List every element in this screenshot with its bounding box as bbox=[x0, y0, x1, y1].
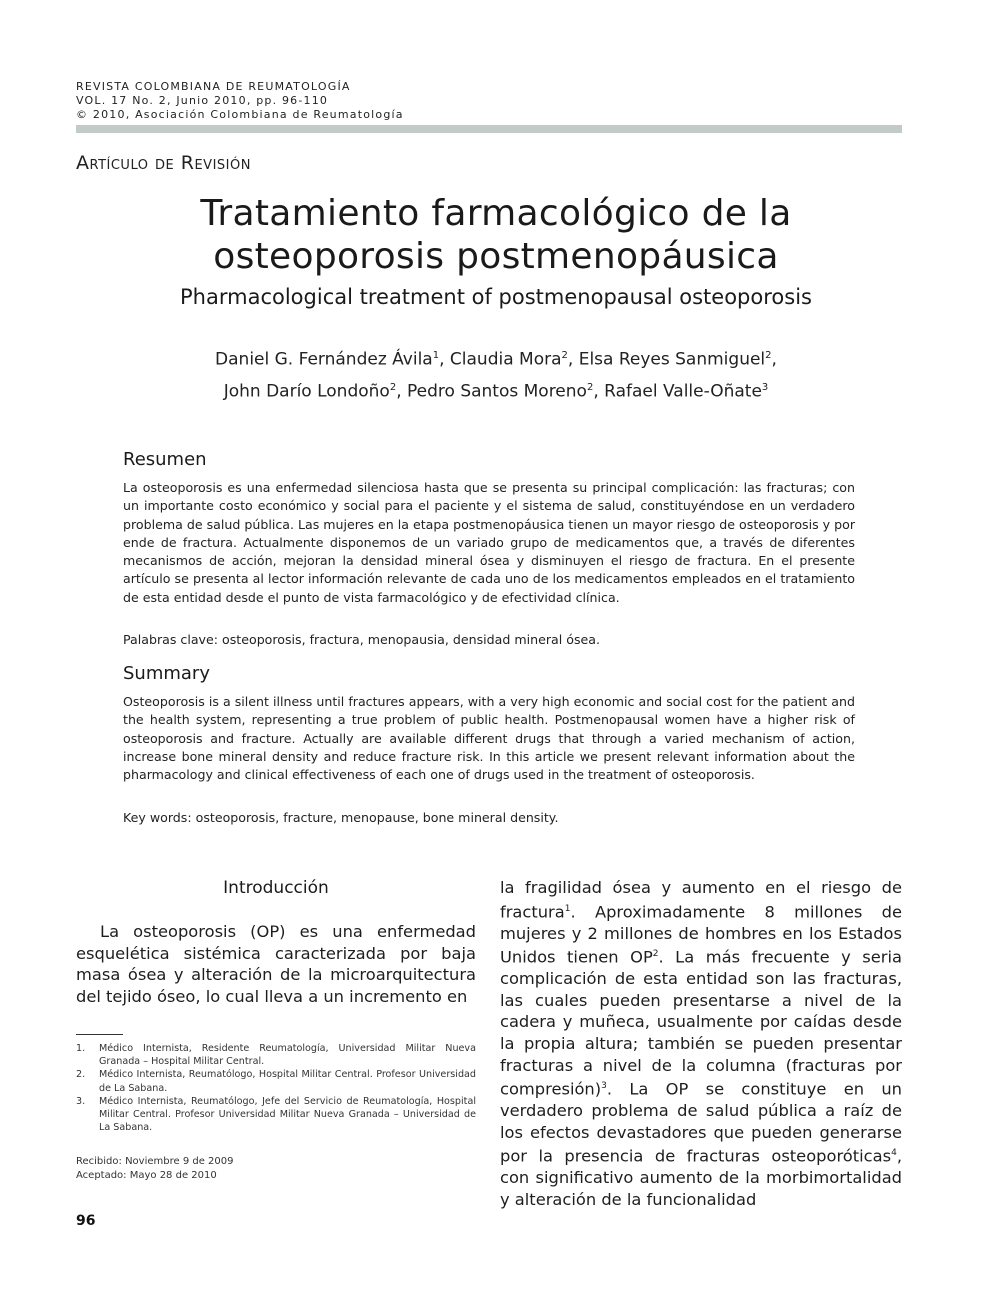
article-title bbox=[0, 192, 992, 278]
author-affiliation: 2 bbox=[389, 381, 397, 393]
intro-right-column bbox=[500, 877, 902, 1211]
journal-volume: VOL. 17 No. 2, Junio 2010, pp. 96-110 bbox=[76, 94, 329, 107]
article-dates bbox=[76, 1155, 234, 1183]
footnote-text: Médico Internista, Residente Reumatología, Universidad Militar Nueva Granada – Hospital Militar Central. bbox=[99, 1043, 476, 1068]
journal-copyright: © 2010, Asociación Colombiana de Reumatología bbox=[76, 108, 404, 121]
journal-name: REVISTA COLOMBIANA DE REUMATOLOGÍA bbox=[76, 80, 351, 93]
header-rule bbox=[76, 125, 902, 133]
title-line-2: osteoporosis postmenopáusica bbox=[213, 236, 779, 277]
citation: 3 bbox=[601, 1081, 607, 1092]
footnotes bbox=[76, 1042, 476, 1134]
keywords-label: Key words: bbox=[123, 810, 192, 825]
author-affiliation: 3 bbox=[761, 381, 769, 393]
footnote-item bbox=[76, 1042, 476, 1068]
page-number: 96 bbox=[76, 1213, 96, 1229]
author-name: Daniel G. Fernández Ávila bbox=[215, 349, 433, 370]
author-list bbox=[0, 342, 992, 405]
title-line-1: Tratamiento farmacológico de la bbox=[200, 193, 792, 234]
author-affiliation: 1 bbox=[432, 350, 440, 361]
author-affiliation: 2 bbox=[586, 381, 594, 393]
summary-text: Osteoporosis is a silent illness until fractures appears, with a very high economic and social cost for the patient and the health system, representing a true problem of public health. Postmenopausal women have a higher risk of osteoporosis and fracture. Actually are available different drugs that through a varied mechanism of action, increase bone mineral density and reduce fracture risk. In this article we present relevant information about the pharmacology and clinical effectiveness of each one of drugs used in the treatment of osteoporosis. bbox=[123, 694, 855, 783]
resumen-keywords bbox=[123, 632, 600, 647]
author-name: John Darío Londoño bbox=[223, 381, 390, 402]
author-line-1: Daniel G. Fernández Ávila$^1$, Claudia Mora$^2$, Elsa Reyes Sanmiguel$^2$, bbox=[215, 349, 777, 370]
author-name: Elsa Reyes Sanmiguel bbox=[578, 349, 766, 370]
keywords-value: osteoporosis, fractura, menopausia, densidad mineral ósea. bbox=[222, 632, 600, 647]
author-affiliation: 2 bbox=[765, 350, 772, 361]
resumen-heading: Resumen bbox=[123, 449, 207, 470]
intro-continuation: la fragilidad ósea y aumento en el riesgo de fractura$^1$. Aproximadamente 8 millones de mujeres y 2 millones de hombres en los Estados Unidos tienen $OP^2$. La más frecuente y seria complicación de esta entidad son las fracturas, las cuales pueden presentarse a nivel de la cadera y muñeca, usualmente por caídas desde la propia altura; también se pueden presentar fracturas a nivel de la columna (fracturas por compresión)$^3$. La OP se constituye en un verdadero problema de salud pública a raíz de los efectos devastadores que pueden generarse por la presencia de fracturas osteoporóticas$^4$, con significativo aumento de la morbimortalidad y alteración de la funcionalidad bbox=[500, 878, 902, 1209]
keywords-value: osteoporosis, fracture, menopause, bone mineral density. bbox=[195, 810, 559, 825]
citation: 2 bbox=[652, 949, 659, 960]
article-subtitle: Pharmacological treatment of postmenopausal osteoporosis bbox=[180, 285, 812, 309]
keywords-label: Palabras clave: bbox=[123, 632, 219, 647]
citation: 1 bbox=[564, 903, 571, 914]
footnote-text: Médico Internista, Reumatólogo, Hospital Militar Central. Profesor Universidad de La Sabana. bbox=[99, 1069, 476, 1094]
footnote-rule bbox=[76, 1034, 123, 1035]
footnote-item bbox=[76, 1068, 476, 1094]
resumen-text: La osteoporosis es una enfermedad silenciosa hasta que se presenta su principal complicación: las fracturas; con un importante costo económico y social para el paciente y el sistema de salud, constituyéndose en un verdadero problema de salud pública. Las mujeres en la etapa postmenopáusica tienen un mayor riesgo de osteoporosis y por ende de fractura. Actualmente disponemos de un variado grupo de medicamentos que, a través de diferentes mecanismos de acción, mejoran la densidad mineral ósea y disminuyen el riesgo de fractura. En el presente artículo se presenta al lector información relevante de cada uno de los medicamentos empleados en el tratamiento de esta entidad desde el punto de vista farmacológico y de efectividad clínica. bbox=[123, 480, 855, 605]
received-date: Recibido: Noviembre 9 de 2009 bbox=[76, 1156, 234, 1167]
footnote-number: 3. bbox=[76, 1095, 86, 1107]
intro-left-column bbox=[76, 921, 476, 1007]
author-line-2: John Darío Londoño$^2$, Pedro Santos Moreno$^2$, Rafael Valle-Oñate$^3$ bbox=[223, 381, 769, 402]
author-name: Rafael Valle-Oñate bbox=[604, 381, 762, 402]
summary-heading: Summary bbox=[123, 663, 210, 684]
author-name: Pedro Santos Moreno bbox=[407, 381, 587, 402]
footnote-text: Médico Internista, Reumatólogo, Jefe del Servicio de Reumatología, Hospital Militar Central. Profesor Universidad Militar Nueva Granada – Universidad de La Sabana. bbox=[99, 1095, 476, 1134]
footnote-number: 1. bbox=[76, 1043, 86, 1054]
journal-header bbox=[76, 80, 404, 122]
author-name: Claudia Mora bbox=[449, 349, 562, 370]
summary-keywords bbox=[123, 810, 558, 825]
intro-heading: Introducción bbox=[223, 878, 329, 898]
section-label: Artículo de Revisión bbox=[76, 152, 251, 174]
author-affiliation: 2 bbox=[561, 350, 568, 361]
accepted-date: Aceptado: Mayo 28 de 2010 bbox=[76, 1170, 217, 1181]
citation: 4 bbox=[891, 1148, 897, 1159]
footnote-item bbox=[76, 1095, 476, 1135]
footnote-number: 2. bbox=[76, 1069, 86, 1081]
intro-paragraph: La osteoporosis (OP) es una enfermedad esquelética sistémica caracterizada por baja masa ósea y alteración de la microarquitectura del tejido óseo, lo cual lleva a un incremento en bbox=[76, 922, 476, 1006]
